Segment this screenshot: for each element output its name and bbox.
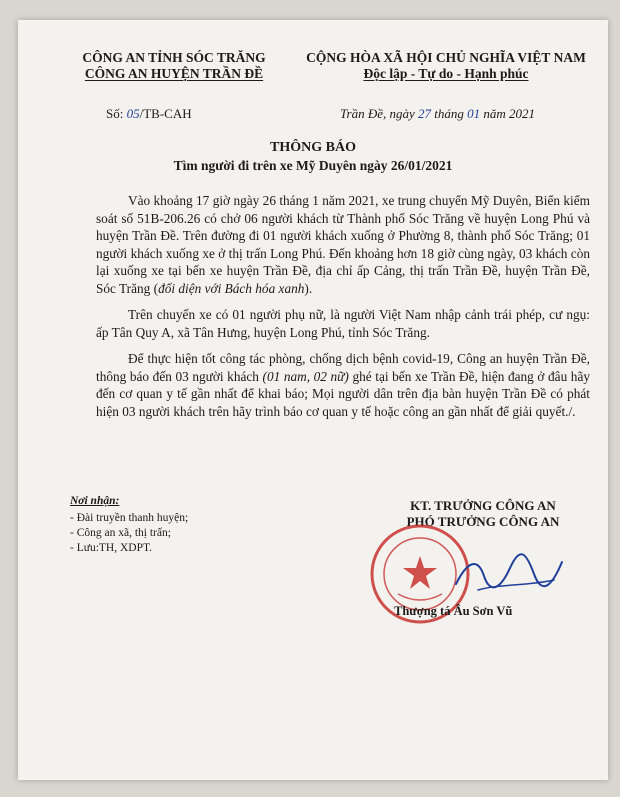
paragraph-1 [96,192,590,297]
paragraph-3 [96,350,590,420]
signature-line-2: PHÓ TRƯỞNG CÔNG AN [406,514,560,529]
date-year-label: năm [483,106,506,121]
page-subtitle: Tìm người đi trên xe Mỹ Duyên ngày 26/01/2021 [173,158,453,173]
page-title: THÔNG BÁO [270,140,356,155]
nation-header [296,50,596,82]
signature-line-1: KT. TRƯỞNG CÔNG AN [410,498,556,513]
ref-prefix: Số: [106,106,124,121]
paragraph-1-end: ). [304,280,313,296]
date-place: Trần Đề, ngày [340,106,415,121]
agency-line-1: CÔNG AN TỈNH SÓC TRĂNG [82,50,266,65]
recipients-list [70,494,188,556]
handwritten-signature-icon [448,540,568,600]
document-number [106,106,192,122]
agency-line-2: CÔNG AN HUYỆN TRẦN ĐỀ [84,66,264,81]
document-page [18,20,608,780]
recipients-label: Nơi nhận: [70,495,120,507]
document-date [340,106,535,122]
date-year: 2021 [509,106,536,121]
agency-header [74,50,274,82]
recipient-item: - Lưu:TH, XDPT. [70,542,153,554]
date-day: 27 [418,106,431,121]
nation-line-1: CỘNG HÒA XÃ HỘI CHỦ NGHĨA VIỆT NAM [306,50,586,65]
notice-body [96,192,590,429]
nation-line-2: Độc lập - Tự do - Hạnh phúc [363,66,529,81]
paragraph-2: Trên chuyến xe có 01 người phụ nữ, là người Việt Nam nhập cảnh trái phép, cư ngụ: ấp Tân Quy A, xã Tân Hưng, huyện Long Phú, tỉnh Sóc Trăng. [96,307,590,340]
recipient-item: - Công an xã, thị trấn; [70,527,171,539]
date-month-label: tháng [434,106,464,121]
signer-name: Thượng tá Âu Sơn Vũ [394,604,513,618]
ref-suffix: /TB-CAH [139,106,192,121]
paragraph-3-text-b: ghé tại bến xe Trần Đề, hiện đang ở đâu hãy đến cơ quan y tế gần nhất để khai báo; Mọi người dân trên địa bàn huyện Trần Đề có phát hiện 03 người khách trên hãy trình báo cơ quan y tế hoặc công an gần nhất để giải quyết./. [96,368,591,419]
ref-number: 05 [126,106,140,121]
paragraph-1-italic: đối diện với Bách hóa xanh [158,280,305,296]
recipient-item: - Đài truyền thanh huyện; [70,512,189,524]
paragraph-3-text-a: Để thực hiện tốt công tác phòng, chống dịch bệnh covid-19, Công an huyện Trần Đề, thông báo đến 03 người khách [96,351,590,384]
paragraph-1-text: Vào khoảng 17 giờ ngày 26 tháng 1 năm 2021, xe trung chuyển Mỹ Duyên, Biển kiểm soát số 51B-206.26 có chở 06 người khách từ Thành phố Sóc Trăng về huyện Long Phú và huyện Trần Đề. Trên đường đi 01 người khách xuống ở Phường 8, thành phố Sóc Trăng; 01 người khách xuống xe ở thị trấn Long Phú. Đến khoảng hơn 18 giờ cùng ngày, 03 khách còn lại xuống xe tại bến xe huyện Trần Đề, địa chỉ ấp Cảng, thị trấn Trần Đề, huyện Trần Đề, Sóc Trăng ( [96,193,590,296]
date-month: 01 [467,106,481,121]
paragraph-3-italic: (01 nam, 02 nữ) [262,368,349,384]
